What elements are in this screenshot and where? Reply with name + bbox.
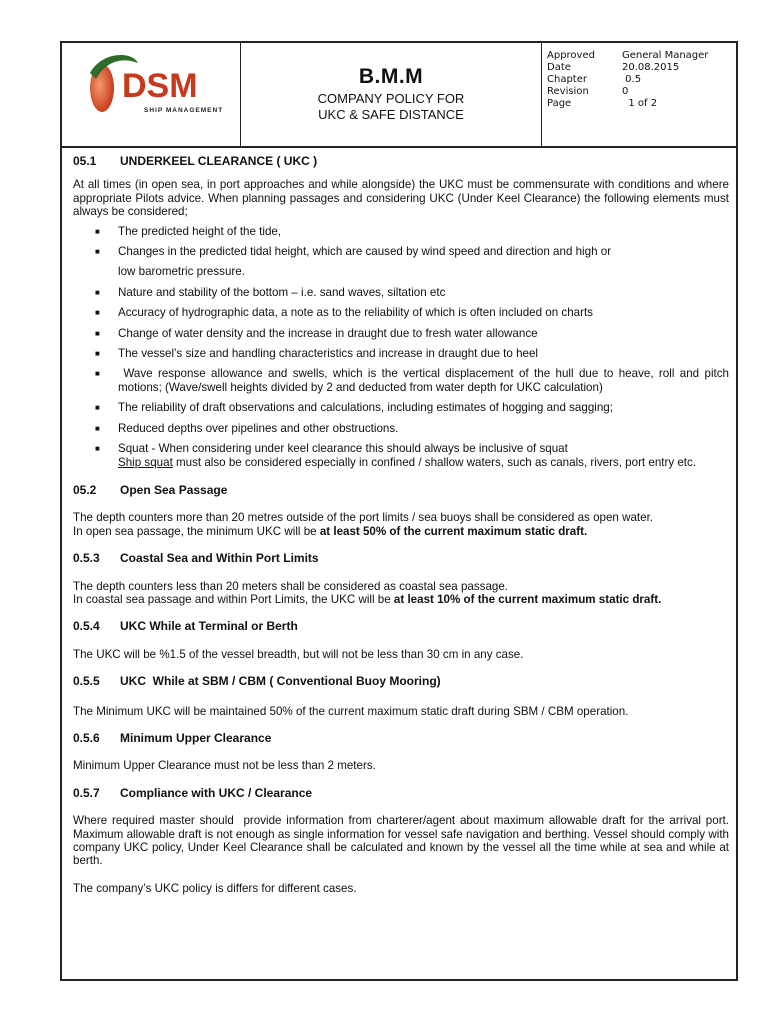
section-paragraph: The depth counters more than 20 metres outside of the port limits / sea buoys shall be considered as open water. bbox=[73, 511, 654, 525]
list-item: ■ Change of water density and the increase in draught due to fresh water allowance bbox=[95, 326, 538, 340]
meta-cell bbox=[542, 43, 736, 146]
section-paragraph: In coastal sea passage and within Port Limits, the UKC will be at least 10% of the current maximum static draft. bbox=[73, 592, 662, 606]
document-frame bbox=[60, 41, 738, 981]
section-paragraph: The Minimum UKC will be maintained 50% of the current maximum static draft during SBM / CBM operation. bbox=[73, 704, 629, 718]
meta-row-revision: Revision 0 bbox=[547, 86, 629, 97]
section-heading: 0.5.4 UKC While at Terminal or Berth bbox=[73, 619, 298, 634]
section-heading: 05.1 UNDERKEEL CLEARANCE ( UKC ) bbox=[73, 154, 318, 168]
document-body bbox=[73, 154, 733, 895]
list-item: ■ Nature and stability of the bottom – i.e. sand waves, siltation etc bbox=[95, 285, 446, 299]
list-item: ■ Accuracy of hydrographic data, a note as to the reliability of which is often included on charts bbox=[95, 306, 593, 320]
section-paragraph: At all times (in open sea, in port approaches and while alongside) the UKC must be commensurate with conditions and where appropriate Pilots advice. When planning passages and considering UKC (Under Keel Clearance) the following elements must always be considered; bbox=[73, 178, 729, 219]
meta-row-chapter: Chapter 0.5 bbox=[547, 74, 642, 85]
ship-squat-link[interactable]: Ship squat bbox=[118, 455, 173, 469]
section-paragraph: The UKC will be %1.5 of the vessel breadth, but will not be less than 30 cm in any case. bbox=[73, 647, 524, 661]
section-heading: 05.2 Open Sea Passage bbox=[73, 482, 228, 497]
logo-text: DSM bbox=[122, 67, 198, 105]
list-item: ■ The predicted height of the tide, bbox=[95, 224, 282, 238]
list-item: ■ Changes in the predicted tidal height, which are caused by wind speed and direction and high or low barometric pressure. bbox=[95, 245, 612, 279]
dsm-logo bbox=[62, 43, 240, 146]
section-paragraph: In open sea passage, the minimum UKC will be at least 50% of the current maximum static draft. bbox=[73, 524, 588, 538]
document-subtitle-1: COMPANY POLICY FOR bbox=[317, 91, 465, 106]
document-subtitle-2: UKC & SAFE DISTANCE bbox=[318, 107, 464, 122]
meta-row-approved: Approved General Manager bbox=[547, 50, 709, 61]
document-title: B.M.M bbox=[358, 65, 424, 88]
meta-row-date: Date 20.08.2015 bbox=[547, 62, 680, 73]
list-item: ■ The reliability of draft observations and calculations, including estimates of hogging and sagging; bbox=[95, 401, 613, 415]
list-item: ■ Squat - When considering under keel clearance this should always be inclusive of squat Ship squat must also be considered especially in confined / shallow waters, such as canals, rivers, port entry etc. bbox=[95, 442, 697, 469]
section-paragraph: The depth counters less than 20 meters shall be considered as coastal sea passage. bbox=[73, 579, 509, 593]
ukc-elements-list bbox=[73, 224, 733, 469]
list-item: ■ Wave response allowance and swells, which is the vertical displacement of the hull due to heave, roll and pitch motions; (Wave/swell heights divided by 2 and deducted from water depth for UKC calculation) bbox=[95, 367, 733, 394]
section-paragraph: Where required master should provide information from charterer/agent about maximum allowable draft for the arrival port. Maximum allowable draft is not enough as single information for vessel safe navigation and berthing. Vessel should comply with company UKC policy, Under Keel Clearance shall be calculated and known by the vessel all the time while at sea and while at berth. bbox=[73, 814, 733, 868]
section-heading: 0.5.5 UKC While at SBM / CBM ( Conventional Buoy Mooring) bbox=[73, 674, 441, 689]
logo-cell bbox=[62, 43, 241, 146]
title-cell bbox=[241, 43, 542, 146]
section-paragraph: Minimum Upper Clearance must not be less than 2 meters. bbox=[73, 759, 376, 773]
section-heading: 0.5.6 Minimum Upper Clearance bbox=[73, 730, 272, 745]
section-heading: 0.5.3 Coastal Sea and Within Port Limits bbox=[73, 551, 319, 566]
section-paragraph: The company’s UKC policy is differs for different cases. bbox=[73, 881, 357, 895]
list-item: ■ The vessel’s size and handling characteristics and increase in draught due to heel bbox=[95, 347, 538, 361]
meta-row-page: Page 1 of 2 bbox=[547, 98, 658, 109]
list-item: ■ Reduced depths over pipelines and other obstructions. bbox=[95, 421, 399, 435]
document-header bbox=[62, 43, 736, 148]
section-heading: 0.5.7 Compliance with UKC / Clearance bbox=[73, 785, 313, 800]
logo-subtext: SHIP MANAGEMENT bbox=[144, 107, 224, 114]
